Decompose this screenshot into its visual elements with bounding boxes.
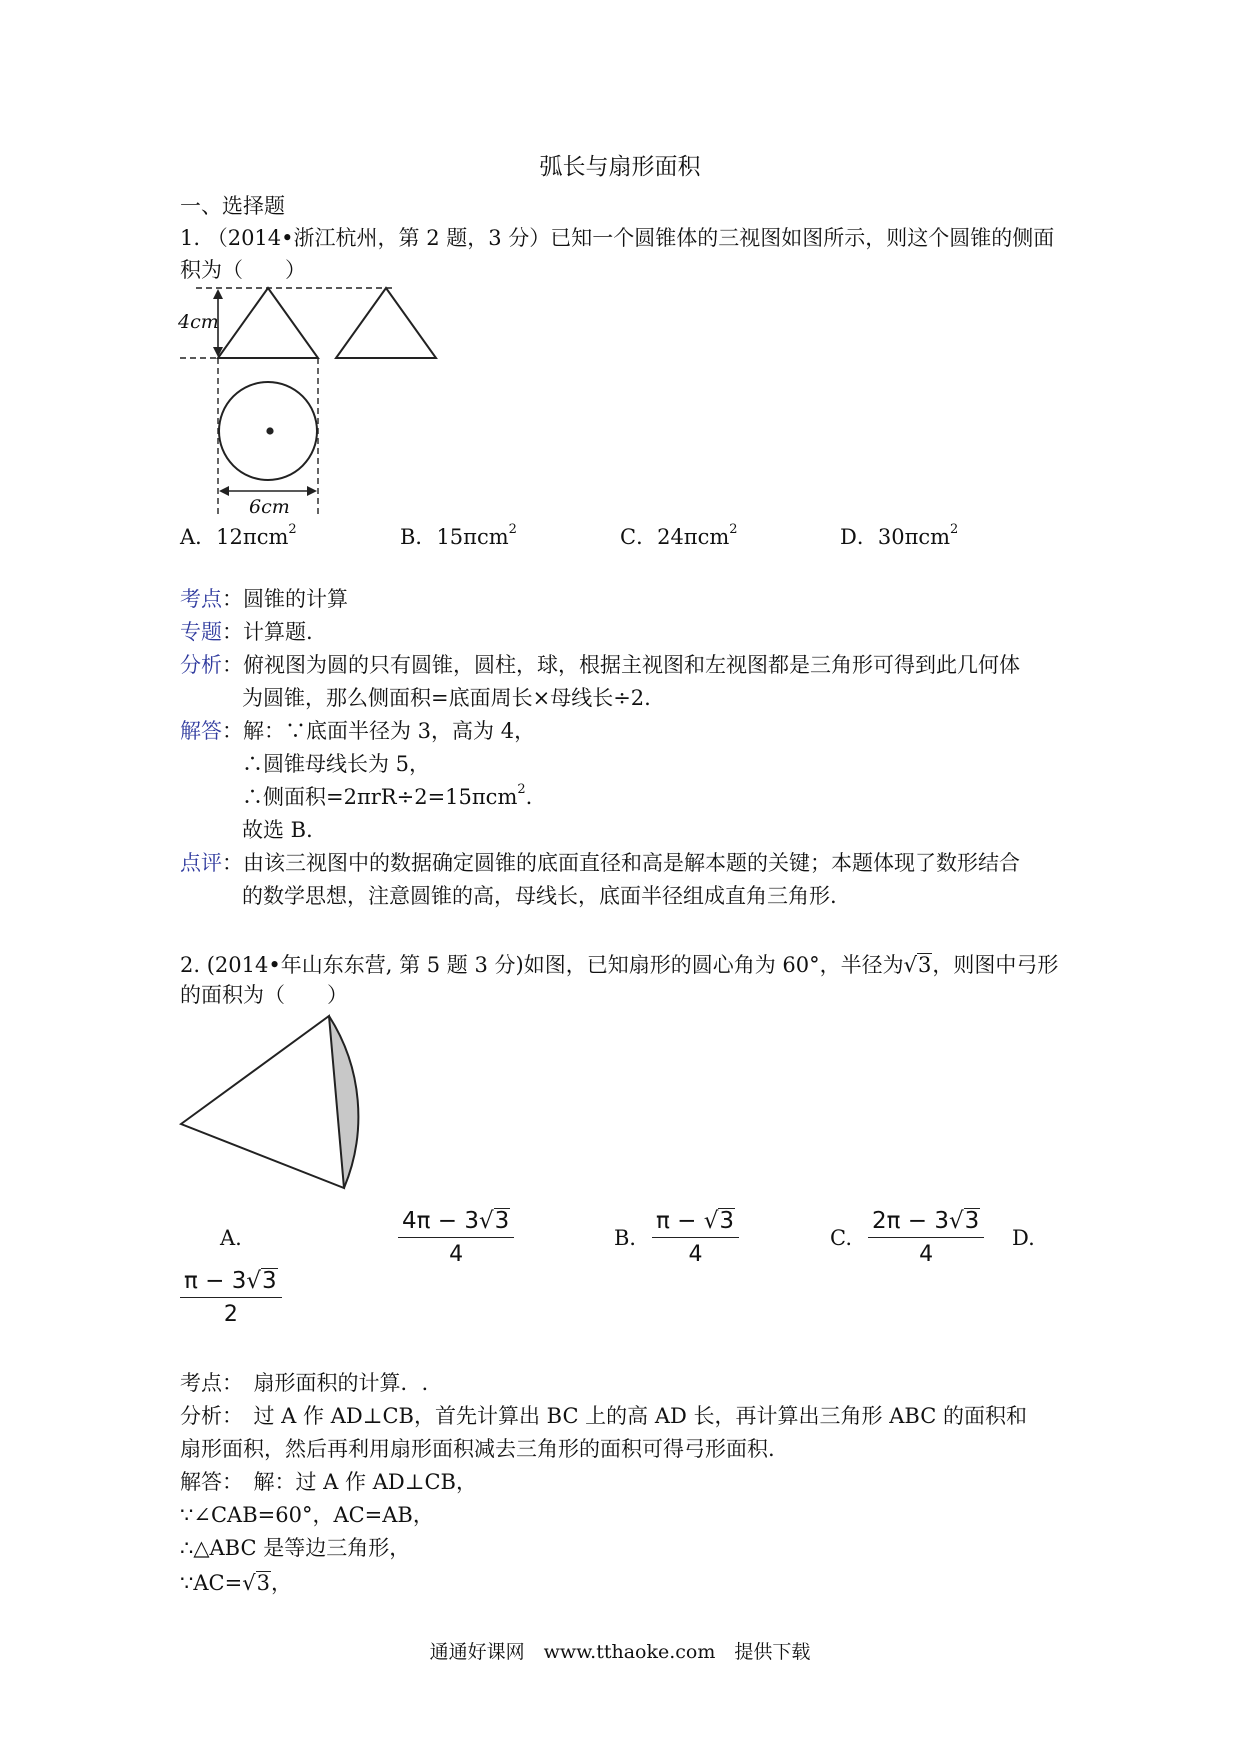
q2-option-a-letter[interactable]: A.: [220, 1226, 242, 1250]
dianping-label: 点评: [180, 851, 222, 875]
zhuanti-text: ：计算题.: [222, 620, 313, 644]
height-label: 4cm: [178, 311, 219, 333]
num-root: 3: [964, 1208, 980, 1234]
width-label: 6cm: [249, 496, 290, 518]
num-text: 4π − 3: [402, 1208, 480, 1234]
page-footer: 通通好课网 www.tthaoke.com 提供下载: [429, 1641, 811, 1663]
q2-option-d-letter[interactable]: D.: [1012, 1226, 1035, 1250]
q2-jieda-line1: 解答： 解：过 A 作 AD⊥CB，: [180, 1470, 477, 1494]
q2-jieda-line4: [180, 1571, 292, 1594]
option-sup: 2: [950, 522, 959, 537]
dianping-text: ：由该三视图中的数据确定圆锥的底面直径和高是解本题的关键；本题体现了数形结合: [222, 851, 1020, 875]
zhuanti-label: 专题: [180, 620, 222, 644]
option-text: 24πcm: [657, 525, 730, 549]
jieda4-text-b: ，: [270, 1571, 292, 1595]
q2-stem-root: 3: [918, 953, 932, 977]
option-sup: 2: [729, 522, 738, 537]
q2-fenxi-line1: 分析： 过 A 作 AD⊥CB，首先计算出 BC 上的高 AD 长，再计算出三角形 ABC 的面积和: [180, 1404, 1027, 1428]
q2-stem-line2: 的面积为（ ）: [180, 983, 348, 1007]
q1-stem-line2: 积为（ ）: [180, 258, 306, 282]
q2-option-c-letter[interactable]: C.: [830, 1226, 852, 1250]
option-letter: A．: [180, 525, 217, 549]
jieda-text: ：解：∵底面半径为 3，高为 4，: [222, 719, 536, 743]
option-letter: D．: [840, 525, 878, 549]
q1-jieda-line4: 故选 B．: [242, 818, 328, 842]
q1-stem-line1: 1. （2014•浙江杭州，第 2 题，3 分）已知一个圆锥体的三视图如图所示，则这个圆锥的侧面: [180, 226, 1055, 250]
page-title: 弧长与扇形面积: [539, 154, 701, 180]
fraction-denominator: 2: [223, 1302, 238, 1327]
q2-stem-text-a: 2. (2014•年山东东营, 第 5 题 3 分)如图，已知扇形的圆心角为 60°，半径为: [180, 953, 904, 977]
option-sup: 2: [288, 522, 297, 537]
fenxi-text: ：俯视图为圆的只有圆锥，圆柱，球，根据主视图和左视图都是三角形可得到此几何体: [222, 653, 1020, 677]
fraction-numerator: [398, 1208, 514, 1238]
option-sup: 2: [508, 522, 517, 537]
q2-option-a-fraction[interactable]: [398, 1208, 514, 1267]
num-root: 3: [494, 1208, 510, 1234]
num-text: π − 3: [184, 1268, 247, 1294]
option-letter: C．: [620, 525, 658, 549]
q2-fenxi-line2: 扇形面积，然后再利用扇形面积减去三角形的面积可得弓形面积.: [180, 1437, 775, 1461]
jieda4-text-a: ∵AC=: [180, 1571, 243, 1595]
jieda3-text: ∴侧面积=2πrR÷2=15πcm: [242, 785, 518, 809]
sqrt-icon: √: [479, 1208, 494, 1234]
q2-option-d-fraction[interactable]: [180, 1268, 282, 1327]
jieda3-end: .: [525, 785, 533, 809]
sqrt-icon: √: [703, 1208, 719, 1234]
sqrt-icon: √: [242, 1571, 256, 1595]
fraction-numerator: [868, 1208, 984, 1238]
option-text: 15πcm: [436, 525, 509, 549]
option-letter: B．: [400, 525, 437, 549]
fenxi-label: 分析: [180, 653, 222, 677]
fraction-numerator: [652, 1208, 739, 1238]
q2-option-c-fraction[interactable]: [868, 1208, 984, 1267]
num-text: π −: [656, 1208, 704, 1234]
q2-option-b-fraction[interactable]: [652, 1208, 739, 1267]
kaodian-label: 考点: [180, 587, 222, 611]
kaodian-text: ：圆锥的计算: [222, 587, 348, 611]
jieda-label: 解答: [180, 719, 222, 743]
fraction-numerator: [180, 1268, 282, 1298]
sqrt-icon: √: [949, 1208, 964, 1234]
sqrt-icon: √: [246, 1268, 262, 1294]
num-root: 3: [262, 1268, 277, 1294]
option-text: 12πcm: [216, 525, 289, 549]
q1-dianping-line2: 的数学思想，注意圆锥的高，母线长，底面半径组成直角三角形.: [242, 884, 837, 908]
q2-jieda-line3: ∴△ABC 是等边三角形，: [180, 1536, 411, 1560]
fraction-denominator: 4: [688, 1242, 703, 1267]
num-text: 2π − 3: [872, 1208, 950, 1234]
q2-option-b-letter[interactable]: B．: [614, 1226, 651, 1250]
fraction-denominator: 4: [449, 1242, 464, 1267]
section-heading: 一、选择题: [180, 194, 285, 218]
num-root: 3: [719, 1208, 735, 1234]
q1-jieda-line2: ∴圆锥母线长为 5，: [242, 752, 431, 776]
q2-stem-text-b: ，则图中弓形: [932, 953, 1059, 977]
q1-fenxi-line2: 为圆锥，那么侧面积=底面周长×母线长÷2.: [242, 686, 651, 710]
jieda3-sup: 2: [517, 782, 526, 797]
jieda4-root: 3: [256, 1571, 270, 1595]
fraction-denominator: 4: [919, 1242, 934, 1267]
sqrt-icon: √: [903, 953, 917, 977]
option-text: 30πcm: [877, 525, 951, 549]
q2-kaodian: 考点： 扇形面积的计算．.: [180, 1371, 429, 1395]
q2-jieda-line2: ∵∠CAB=60°，AC=AB，: [180, 1503, 434, 1527]
